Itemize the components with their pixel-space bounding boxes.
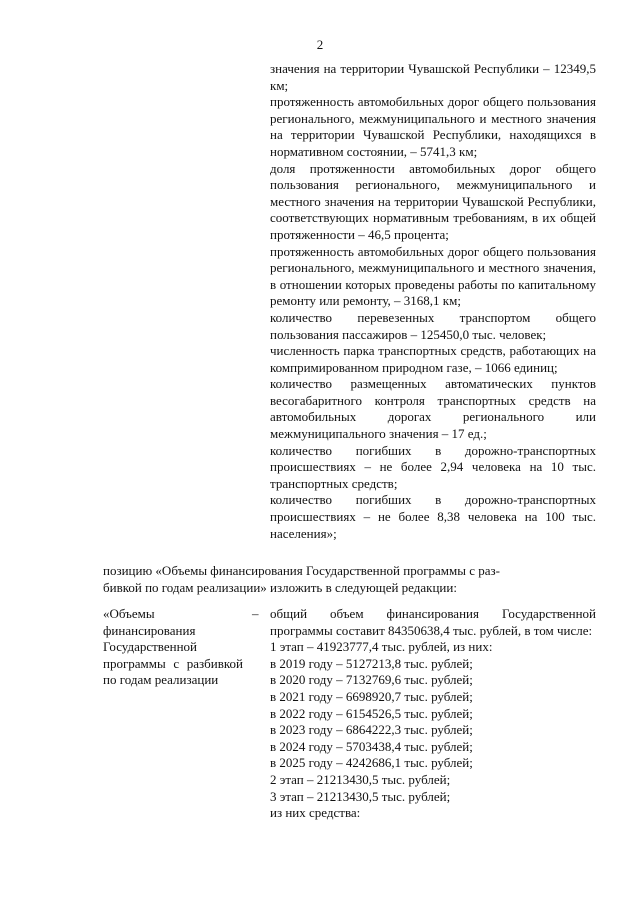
instruction-line-2: бивкой по годам реализации» изложить в следующей редакции:: [103, 580, 457, 595]
financing-line: из них средства:: [270, 805, 361, 821]
financing-line: 1 этап – 41923777,4 тыс. рублей, из них:: [270, 639, 493, 655]
goal-paragraph: протяженность автомобильных дорог общего пользования регионального, межмуниципального и местного значения, в отношении которых проведены работы по капитальному ремонту или ремонту, – 3168,1 км;: [270, 243, 596, 309]
page-number: 2: [316, 37, 324, 52]
financing-label: «Объемы финансирования Государственной программы с разбивкой по годам реализации: [103, 606, 243, 688]
instruction-line-1: позицию «Объемы финансирования Государственной программы с раз-: [103, 563, 500, 578]
goal-paragraph: количество перевезенных транспортом общего пользования пассажиров – 125450,0 тыс. человек;: [270, 309, 596, 342]
financing-line: в 2025 году – 4242686,1 тыс. рублей;: [270, 755, 473, 771]
financing-line: 2 этап – 21213430,5 тыс. рублей;: [270, 771, 451, 787]
goal-paragraph: количество погибших в дорожно-транспортных происшествиях – не более 2,94 человека на 10 тыс. транспортных средств;: [270, 442, 596, 491]
financing-line: общий объем финансирования Государственной программы составит 84350638,4 тыс. рублей, в том числе:: [270, 606, 596, 638]
financing-line: в 2022 году – 6154526,5 тыс. рублей;: [270, 705, 473, 721]
goal-paragraph: количество погибших в дорожно-транспортных происшествиях – не более 8,38 человека на 100 тыс. населения»;: [270, 492, 596, 541]
goal-paragraph: доля протяженности автомобильных дорог общего пользования регионального, межмуниципального и местного значения на территории Чувашской Республики, соответствующих нормативным требованиям, в их общей протяженности – 46,5 процента;: [270, 160, 596, 242]
financing-dash: –: [252, 606, 259, 621]
financing-text-block: [270, 606, 596, 822]
financing-line: в 2019 году – 5127213,8 тыс. рублей;: [270, 655, 473, 671]
financing-line: в 2023 году – 6864222,3 тыс. рублей;: [270, 722, 473, 738]
financing-line: 3 этап – 21213430,5 тыс. рублей;: [270, 788, 451, 804]
goal-paragraph: значения на территории Чувашской Республики – 12349,5 км;: [270, 61, 596, 93]
goals-text-block: [270, 61, 596, 542]
financing-line: в 2021 году – 6698920,7 тыс. рублей;: [270, 688, 473, 704]
goal-paragraph: количество размещенных автоматических пунктов весогабаритного контроля транспортных средств на автомобильных дорогах регионального или межмуниципального значения – 17 ед.;: [270, 376, 596, 442]
financing-line: в 2024 году – 5703438,4 тыс. рублей;: [270, 738, 473, 754]
goal-paragraph: протяженность автомобильных дорог общего пользования регионального, межмуниципального и местного значения на территории Чувашской Республики, находящихся в нормативном состоянии, – 5741,3 км;: [270, 94, 596, 159]
financing-line: в 2020 году – 7132769,6 тыс. рублей;: [270, 672, 473, 688]
goal-paragraph: численность парка транспортных средств, работающих на компримированном природном газе, – 1066 единиц;: [270, 343, 596, 375]
